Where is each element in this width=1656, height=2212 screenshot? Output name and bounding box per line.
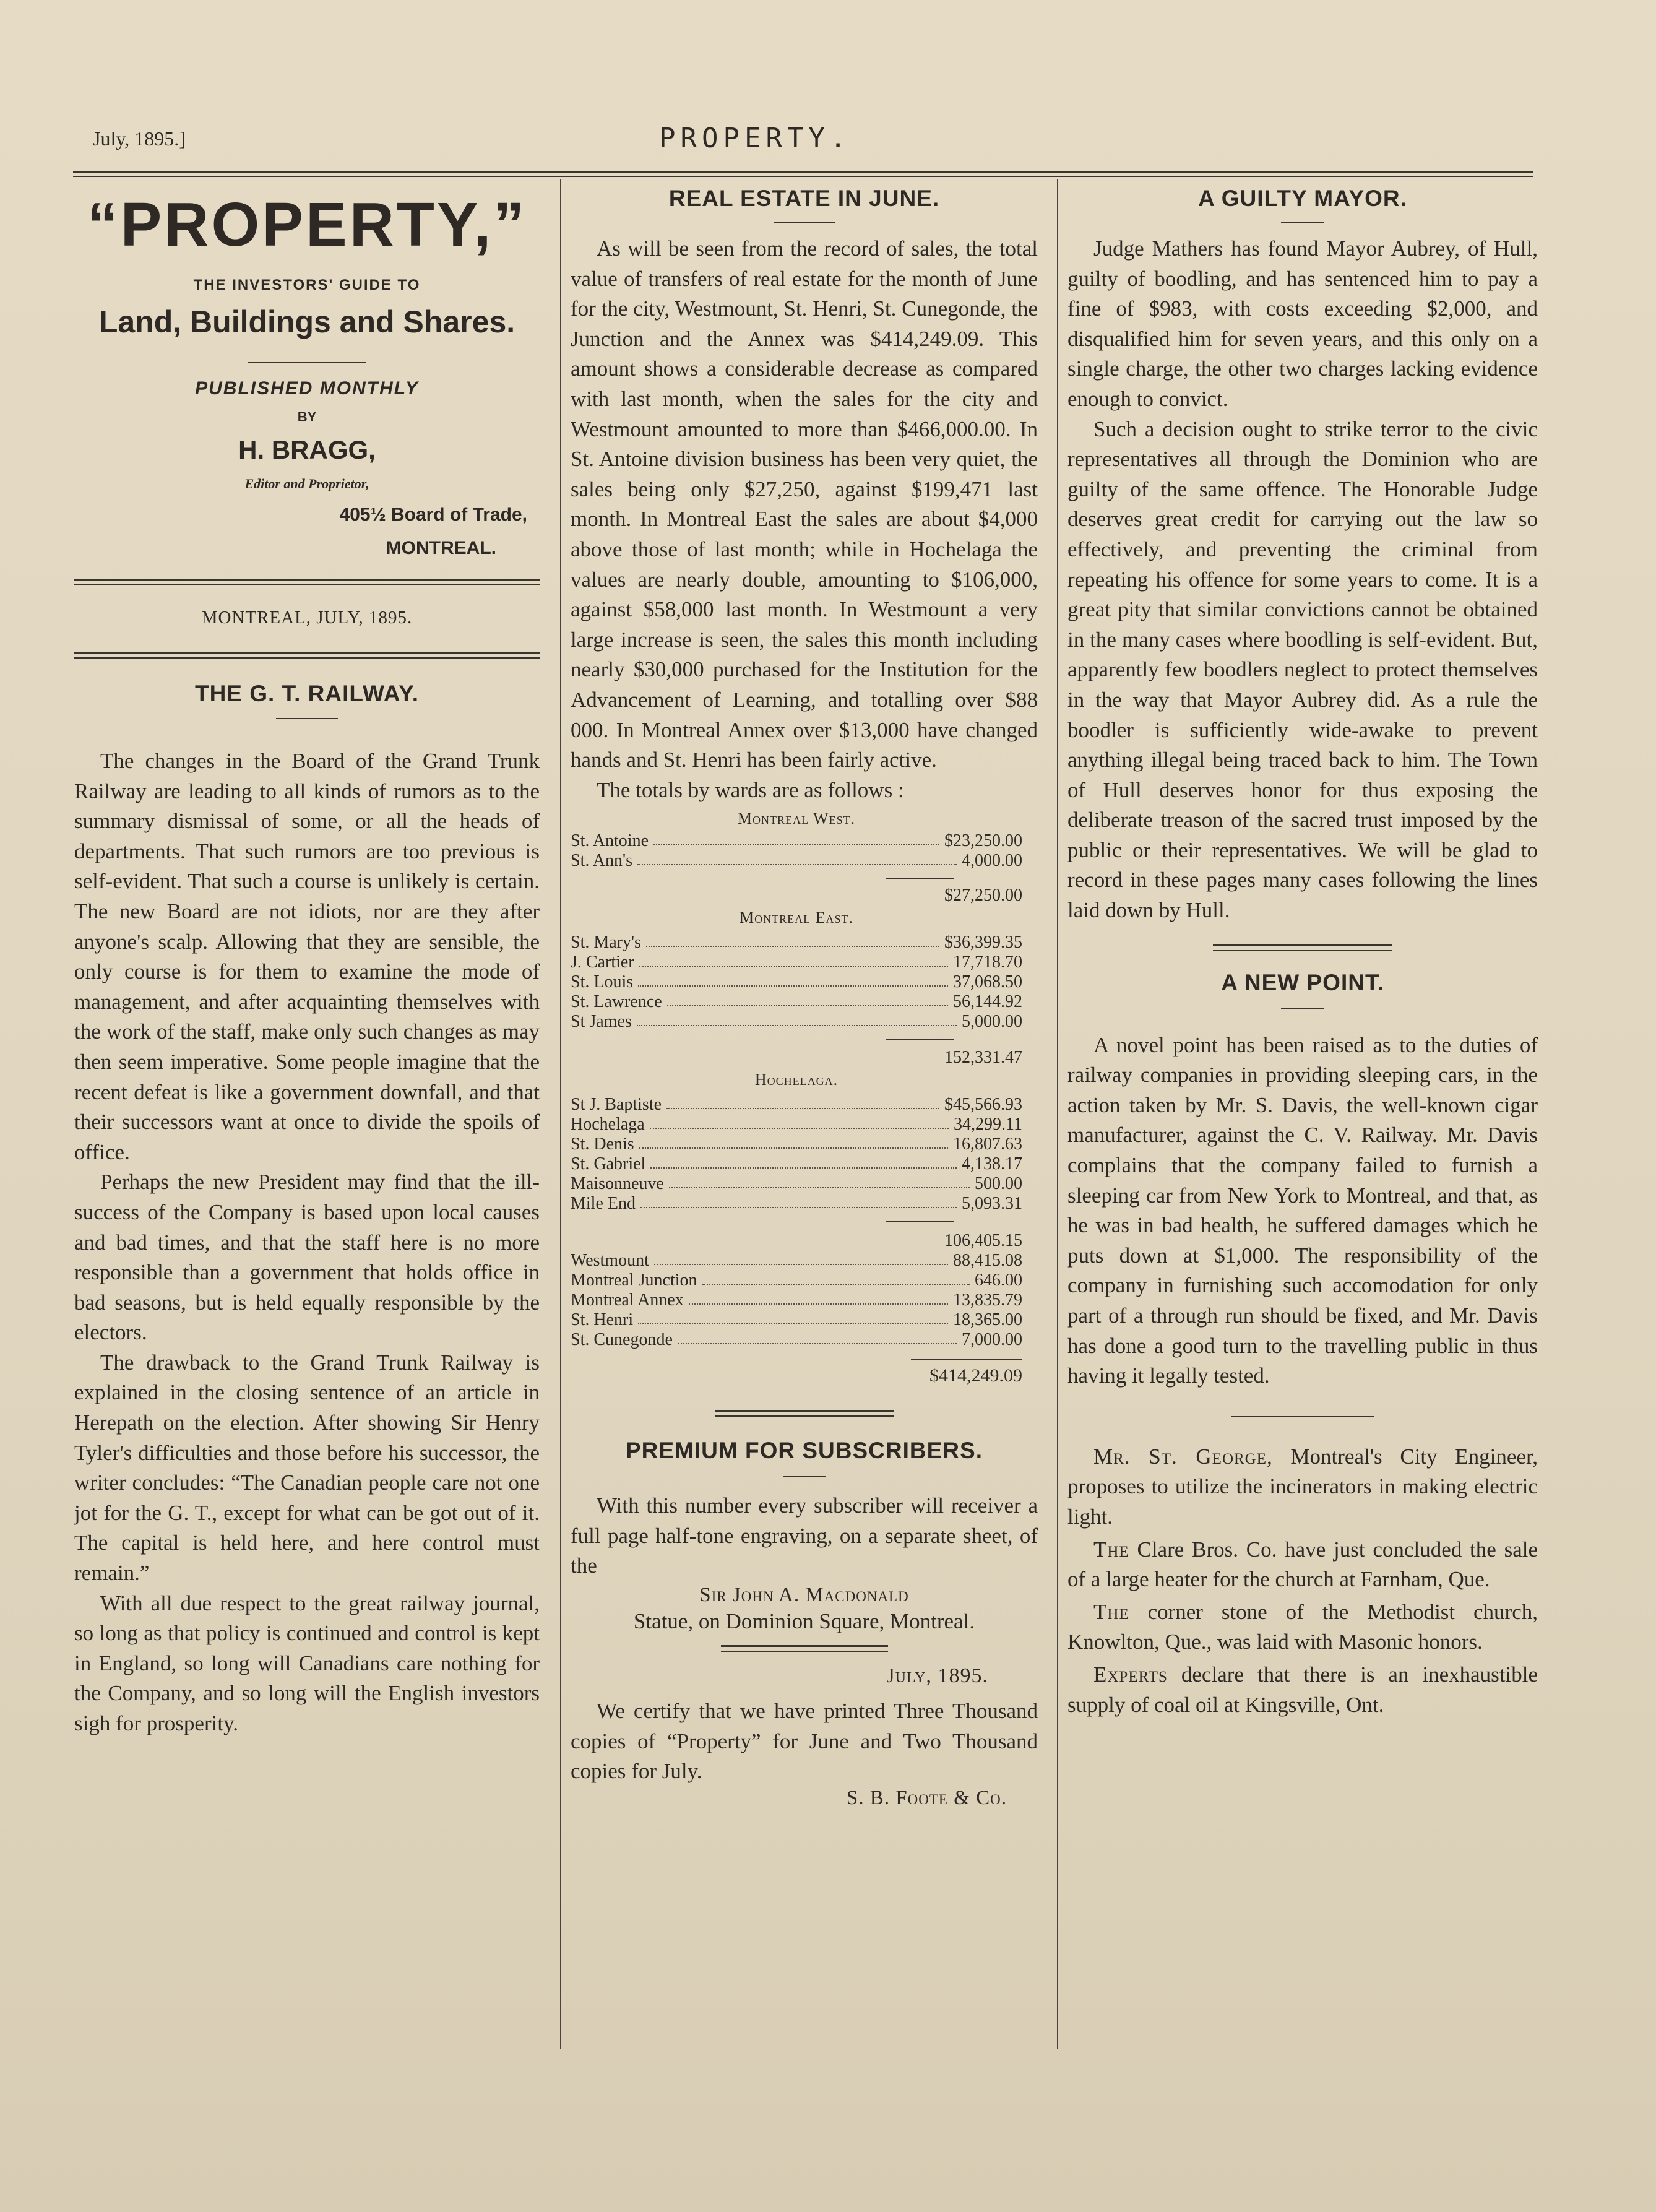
- note-text: corner stone of the Methodist church, Knowlton, Que., was laid with Masonic honors.: [1067, 1599, 1538, 1654]
- ward-value: 7,000.00: [962, 1330, 1022, 1350]
- ward-name: Maisonneuve: [571, 1174, 664, 1194]
- ward-value: 18,365.00: [953, 1310, 1022, 1330]
- note-item: [1067, 1660, 1538, 1720]
- premium-name: Sir John A. Macdonald: [699, 1584, 909, 1607]
- hochelaga-total: 106,405.15: [944, 1231, 1022, 1251]
- ward-value: 34,299.11: [954, 1115, 1022, 1134]
- guilty-mayor-rule: [1281, 222, 1324, 223]
- ward-name: St. Henri: [571, 1310, 634, 1330]
- ward-value: 37,068.50: [953, 972, 1022, 992]
- running-head-date: July, 1895.]: [93, 127, 186, 150]
- ward-value: 5,093.31: [962, 1194, 1022, 1214]
- note-item: [1067, 1535, 1538, 1595]
- header-rule: [73, 171, 1533, 173]
- ward-name: St. Cunegonde: [571, 1330, 673, 1350]
- column-left: [74, 186, 540, 1739]
- masthead-tagline: THE INVESTORS' GUIDE TO: [193, 277, 421, 293]
- dateline-double-rule: [74, 652, 540, 659]
- ward-name: St. Gabriel: [571, 1154, 646, 1174]
- table-row: [571, 1330, 1022, 1350]
- table-row: [571, 1174, 1022, 1194]
- gt-railway-heading: THE G. T. RAILWAY.: [194, 681, 420, 706]
- ward-name: St. Mary's: [571, 933, 641, 953]
- masthead-editor-title: Editor and Proprietor,: [244, 476, 369, 491]
- table-row: [571, 972, 1022, 992]
- ward-value: $36,399.35: [944, 933, 1022, 953]
- subtotal-rule: [886, 878, 954, 879]
- premium-paragraph: With this number every subscriber will receiver a full page half-tone engraving, on a separate sheet, of the: [571, 1493, 1038, 1578]
- real-estate-rule: [774, 222, 835, 223]
- certificate-signature: S. B. Foote & Co.: [846, 1786, 1007, 1809]
- masthead-subject: Land, Buildings and Shares.: [98, 305, 515, 339]
- grand-total: $414,249.09: [929, 1365, 1022, 1386]
- table-row: [571, 1095, 1022, 1115]
- ward-name: Montreal Junction: [571, 1271, 697, 1290]
- ward-name: Mile End: [571, 1194, 636, 1214]
- table-row: [571, 1194, 1022, 1214]
- column-divider-2: [1057, 179, 1058, 2049]
- running-head-title: PROPERTY.: [659, 123, 852, 154]
- ward-value: 500.00: [975, 1174, 1022, 1194]
- gt-railway-paragraph: The changes in the Board of the Grand Trunk Railway are leading to all kinds of rumors as to the summary dismissal of some, or all the heads of departments. That such rumors are too previous is self-evident. That such a course is unlikely is certain. The new Board are not idiots, nor are they after anyone's scalp. Allowing that they are sensible, the only course is for them to examine the mode of management, and after acquainting themselves with the work of the staff, make only such changes as may then seem imperative. Some people imagine that the recent defeat is like a government downfall, and that their successors want at once to divide the spoils of office.: [74, 749, 540, 1164]
- ward-name: Hochelaga: [571, 1115, 645, 1134]
- masthead: [74, 189, 540, 559]
- certificate-date: July, 1895.: [886, 1664, 988, 1688]
- guilty-mayor-paragraph: Judge Mathers has found Mayor Aubrey, of Hull, guilty of boodling, and has sentenced him to pay a fine of $983, with costs exceeding $2,000, and disqualified him for seven years, and this only on a single charge, the other two charges lacking evidence enough to convict.: [1067, 236, 1538, 411]
- ward-value: $23,250.00: [944, 831, 1022, 851]
- montreal-west-total: $27,250.00: [944, 886, 1022, 905]
- table-row: [571, 1290, 1022, 1310]
- note-item: [1067, 1442, 1538, 1532]
- ward-value: $45,566.93: [944, 1095, 1022, 1115]
- ward-value: 17,718.70: [953, 953, 1022, 972]
- column-right: [1067, 186, 1538, 1720]
- premium-double-rule: [721, 1645, 888, 1652]
- real-estate-paragraph: As will be seen from the record of sales, the total value of transfers of real estate for the month of June for the city, Westmount, St. Henri, St. Cunegonde, the Junction and the Annex was $414,249.09. This amount shows a considerable decrease as compared with last month, when the sales for the city and Westmount amounted to more than $466,000.00. In St. Antoine division business has been very quiet, the sales being only $27,250, against $199,471 last month. In Montreal East the sales are about $4,000 above those of last month; while in Hochelaga the values are nearly double, amounting to $106,000, against $58,000 last month. In Westmount a very large increase is seen, the sales this month including nearly $30,000 purchased for the Institution for the Advancement of Learning, and totalling over $88 000. In Montreal Annex over $13,000 have changed hands and St. Henri has been fairly active.: [571, 236, 1038, 772]
- montreal-east-total: 152,331.47: [944, 1048, 1022, 1068]
- ward-value: 4,000.00: [962, 851, 1022, 871]
- real-estate-heading: REAL ESTATE IN JUNE.: [668, 186, 940, 211]
- section-double-rule: [1213, 944, 1392, 951]
- premium-rule: [783, 1476, 826, 1477]
- ward-name: St. Lawrence: [571, 992, 662, 1012]
- ward-value: 5,000.00: [962, 1012, 1022, 1032]
- masthead-double-rule: [74, 579, 540, 585]
- header-rule-2: [73, 176, 1533, 177]
- table-row: [571, 1310, 1022, 1330]
- gt-railway-paragraph: Perhaps the new President may find that the ill-success of the Company is based upon local causes and bad times, and that the staff here is no more responsible than a government that holds office in bad seasons, but is held equally responsible by the electors.: [74, 1170, 540, 1345]
- ward-name: St. Ann's: [571, 851, 632, 871]
- guilty-mayor-paragraph: Such a decision ought to strike terror to the civic representatives all through the Dominion who are guilty of the same offence. The Honorable Judge deserves great credit for carrying out the law so effectively, and preventing the criminal from repeating his offence for some years to come. It is a great pity that similar convictions cannot be obtained in the many cases where boodling is self-evident. But, apparently few boodlers neglect to protect themselves in the way that Mayor Aubrey did. As a rule the boodler is sufficiently wide-awake to prevent anything illegal being traced back to him. The Town of Hull deserves honor for thus exposing the deliberate treason of the sacred trust imposed by the public or their representatives. We will be glad to record in these pages many cases following the lines laid down by Hull.: [1067, 417, 1538, 923]
- column-middle: [571, 186, 1038, 1810]
- table-row: [571, 953, 1022, 972]
- table-row: [571, 1251, 1022, 1271]
- montreal-west-title: Montreal West.: [737, 810, 856, 828]
- ward-value: 646.00: [975, 1271, 1022, 1290]
- notes-rule: [1231, 1416, 1374, 1417]
- subtotal-rule: [886, 1039, 954, 1040]
- masthead-title: “PROPERTY,”: [87, 190, 527, 259]
- dateline: MONTREAL, JULY, 1895.: [201, 608, 413, 628]
- table-row: [571, 992, 1022, 1012]
- note-lead: Mr. St. George,: [1093, 1444, 1273, 1469]
- guilty-mayor-heading: A GUILTY MAYOR.: [1198, 186, 1407, 211]
- ward-name: Westmount: [571, 1251, 649, 1271]
- ward-value: 88,415.08: [953, 1251, 1022, 1271]
- note-item: [1067, 1597, 1538, 1657]
- ward-name: St J. Baptiste: [571, 1095, 662, 1115]
- note-lead: The: [1093, 1599, 1129, 1624]
- note-text: Montreal's City Engineer, proposes to utilize the incinerators in making electric light.: [1067, 1444, 1538, 1529]
- table-row: [571, 1134, 1022, 1154]
- certificate-text: We certify that we have printed Three Thousand copies of “Property” for June and Two Thousand copies for July.: [571, 1699, 1038, 1784]
- masthead-by: BY: [297, 409, 317, 425]
- ward-value: 4,138.17: [962, 1154, 1022, 1174]
- masthead-rule: [248, 362, 366, 363]
- section-double-rule: [715, 1410, 894, 1417]
- subtotal-rule: [886, 1221, 954, 1222]
- table-row: [571, 1154, 1022, 1174]
- premium-heading: PREMIUM FOR SUBSCRIBERS.: [626, 1438, 983, 1464]
- note-lead: The: [1093, 1537, 1129, 1562]
- note-text: declare that there is an inexhaustible supply of coal oil at Kingsville, Ont.: [1067, 1662, 1538, 1717]
- gt-railway-rule: [276, 718, 338, 719]
- ward-value: 16,807.63: [953, 1134, 1022, 1154]
- table-row: [571, 1012, 1022, 1032]
- masthead-editor: H. BRAGG,: [238, 435, 376, 464]
- masthead-published: PUBLISHED MONTHLY: [195, 378, 419, 399]
- ward-name: Montreal Annex: [571, 1290, 684, 1310]
- premium-place: Statue, on Dominion Square, Montreal.: [633, 1609, 975, 1634]
- note-text: Clare Bros. Co. have just concluded the sale of a large heater for the church at Farnham, Que.: [1067, 1537, 1538, 1592]
- masthead-address-1: 405½ Board of Trade,: [339, 504, 527, 525]
- gt-railway-paragraph: The drawback to the Grand Trunk Railway is explained in the closing sentence of an article in Herepath on the election. After showing Sir Henry Tyler's difficulties and those before his successor, the writer concludes: “The Canadian people care not one jot for the G. T., except for what can be got out of it. The capital is held here, and here control must remain.”: [74, 1350, 540, 1586]
- ward-totals-table: [571, 809, 1022, 1395]
- ward-name: St. Antoine: [571, 831, 649, 851]
- hochelaga-title: Hochelaga.: [754, 1071, 839, 1089]
- ward-name: St. Denis: [571, 1134, 634, 1154]
- montreal-east-title: Montreal East.: [740, 909, 853, 927]
- note-lead: Experts: [1093, 1662, 1168, 1687]
- new-point-paragraph: A novel point has been raised as to the duties of railway companies in providing sleeping cars, in the action taken by Mr. S. Davis, the well-known cigar manufacturer, against the C. V. Railway. Mr. Davis complains that the company failed to furnish a sleeping car from New York to Montreal, and that, as he was in bad health, he suffered damages which he puts down at $1,000. The responsibility of the company in furnishing such accomodation for only part of a through run should be fixed, and Mr. Davis has done a good turn to the travelling public in thus having it legally tested.: [1067, 1032, 1538, 1388]
- table-row: [571, 933, 1022, 953]
- table-row: [571, 1271, 1022, 1290]
- ward-name: J. Cartier: [571, 953, 634, 972]
- grand-total-rule: [911, 1359, 1022, 1360]
- ward-value: 13,835.79: [953, 1290, 1022, 1310]
- ward-name: St James: [571, 1012, 632, 1032]
- ward-name: St. Louis: [571, 972, 634, 992]
- gt-railway-paragraph: With all due respect to the great railway journal, so long as that policy is continued and control is kept in England, so long will Canadians care nothing for the Company, and so long will the English investors sigh for prosperity.: [74, 1591, 540, 1735]
- ward-value: 56,144.92: [953, 992, 1022, 1012]
- table-row: [571, 851, 1022, 871]
- table-row: [571, 1115, 1022, 1134]
- new-point-rule: [1281, 1008, 1324, 1009]
- grand-total-double-rule: [911, 1391, 1022, 1395]
- masthead-address-2: MONTREAL.: [386, 538, 496, 558]
- column-divider-1: [560, 179, 561, 2049]
- real-estate-paragraph: The totals by wards are as follows :: [597, 777, 904, 802]
- table-row: [571, 831, 1022, 851]
- new-point-heading: A NEW POINT.: [1221, 969, 1384, 995]
